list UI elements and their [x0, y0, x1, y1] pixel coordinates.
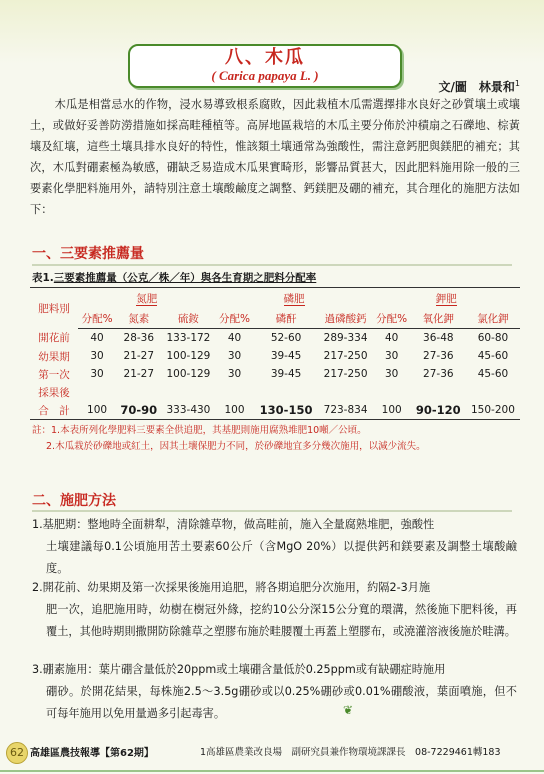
table-cell: 40 — [227, 332, 242, 344]
table-cell: 289-334 — [323, 332, 368, 344]
table-cell: 150-200 — [466, 401, 520, 420]
table-cell: 27-36 — [423, 368, 454, 380]
table-cell: 100 — [78, 401, 116, 420]
column-header: 磷酐 — [254, 308, 319, 329]
column-header: 分配% — [215, 308, 253, 329]
author-affiliation: 1高雄區農業改良場 副研究員兼作物環境課課長 08-7229461轉183 — [200, 747, 501, 758]
table-cell: 21-27 — [123, 350, 155, 362]
section-divider — [32, 264, 512, 266]
method-3-body: 硼砂。於開花結果，每株施2.5～3.5g硼砂或以0.25%硼砂或0.01%硼酸液，葉面噴施，但不可每年施用以免用量過多引起毒害。 — [46, 685, 517, 720]
table-caption-text: 三要素推薦量（公克／株／年）與各生育期之肥料分配率 — [53, 272, 317, 284]
page-title: 八、木瓜 — [225, 47, 305, 68]
publication-name: 高雄區農技報導【第62期】 — [30, 748, 154, 759]
group-nitrogen: 氮肥 — [136, 292, 158, 305]
group-potassium: 鉀肥 — [435, 292, 457, 305]
page-footer — [0, 734, 544, 774]
table-cell: 30 — [227, 368, 242, 380]
table-group-header-row — [30, 288, 520, 309]
page-number-badge: 62 — [6, 742, 28, 764]
footer-rule — [0, 770, 544, 772]
row-label: 合 計 — [30, 401, 78, 420]
row-label: 幼果期 — [38, 350, 70, 363]
table-row — [30, 365, 520, 383]
table-cell: 36-48 — [423, 332, 454, 344]
scientific-name: ( Carica papaya L. ) — [211, 68, 319, 83]
table-row — [30, 347, 520, 365]
table-cell: 100 — [215, 401, 253, 420]
table-cell-empty — [78, 383, 520, 401]
table-cell: 90-120 — [411, 401, 466, 420]
column-header: 分配% — [78, 308, 116, 329]
column-header: 過磷酸鈣 — [319, 308, 373, 329]
method-1 — [32, 514, 517, 580]
table-total-row — [30, 401, 520, 420]
method-3-first-line: 3.硼素施用：葉片硼含量低於20ppm或土壤硼含量低於0.25ppm或有缺硼症時施用 — [32, 663, 446, 676]
note-2: 2.木瓜栽於砂礫地或紅土，因其土壤保肥力不同，於砂礫地宜多分幾次施用，以減少流失。 — [46, 441, 426, 452]
table-cell: 333-430 — [161, 401, 215, 420]
method-2-first-line: 2.開花前、幼果期及第一次採果後施用追肥，將各期追肥分次施用，約隔2-3月施 — [32, 581, 431, 594]
intro-paragraph: 木瓜是相當忌水的作物，浸水易導致根系腐敗，因此栽植木瓜需選擇排水良好之砂質壤土或壤土，或做好妥善防澇措施如採高畦種植等。高屏地區栽培的木瓜主要分佈於沖積扇之石礫地、棕黃壤及紅壤，這些土壤具排水良好的特性，惟該類土壤通常為強酸性，需注意鈣肥與鎂肥的補充；其次，木瓜對硼素極為敏感，硼缺乏易造成木瓜果實畸形，影響品質甚大，因此肥料施用除一般的三要素化學肥料施用外，請特別注意土壤酸鹼度之調整、鈣鎂肥及硼的補充，其合理化的施肥方法如下： — [30, 98, 520, 216]
table-caption — [32, 270, 316, 285]
sprout-icon: ❦ — [343, 703, 354, 717]
table-cell: 30 — [227, 350, 242, 362]
table-cell: 39-45 — [270, 368, 302, 380]
table-cell: 30 — [90, 368, 104, 380]
method-3 — [32, 659, 517, 725]
table-cell: 52-60 — [270, 332, 302, 344]
column-header: 氧化鉀 — [411, 308, 466, 329]
table-row — [30, 383, 520, 401]
table-cell: 217-250 — [323, 368, 368, 380]
method-1-first-line: 1.基肥期：整地時全面耕犁，清除雜草物，做高畦前，施入全量腐熟堆肥，強酸性 — [32, 518, 435, 531]
table-cell: 40 — [90, 332, 104, 344]
table-cell: 27-36 — [423, 350, 454, 362]
table-cell: 21-27 — [123, 368, 155, 380]
method-2 — [32, 577, 517, 643]
column-header: 硫銨 — [161, 308, 215, 329]
column-header: 氯化鉀 — [466, 308, 520, 329]
method-1-body: 土壤建議每0.1公頃施用苦土要素60公斤（含MgO 20%）以提供鈣和鎂要素及調整土壤酸鹼度。 — [46, 540, 517, 575]
title-box — [128, 44, 402, 88]
note-1: 註：1.本表所列化學肥料三要素全供追肥，其基肥則施用腐熟堆肥10噸／公頃。 — [32, 425, 367, 436]
table-cell: 100 — [373, 401, 411, 420]
row-label: 採果後 — [38, 386, 70, 399]
table-notes — [32, 423, 517, 455]
table-subheader-row — [30, 308, 520, 329]
group-phosphorus: 磷肥 — [283, 292, 305, 305]
author-footnote-mark: 1 — [514, 79, 520, 88]
author-name: 文/圖 林景和 — [438, 80, 515, 94]
table-cell: 39-45 — [270, 350, 302, 362]
table-cell: 45-60 — [477, 350, 509, 362]
author-line — [439, 78, 520, 95]
table-cell: 100-129 — [166, 350, 211, 362]
table-cell: 723-834 — [319, 401, 373, 420]
row-label: 第一次 — [38, 368, 70, 381]
row-label: 開花前 — [38, 332, 70, 345]
table-row — [30, 329, 520, 348]
table-cell: 28-36 — [123, 332, 155, 344]
fertilizer-table — [30, 287, 520, 420]
method-2-body: 肥一次，追肥施用時，幼樹在樹冠外緣，挖約10公分深15公分寬的環溝，然後施下肥料後，再覆土，其他時期則撒開防除雜草之塑膠布施於畦腰覆土再蓋上塑膠布，或澆灌溶液後施於畦溝。 — [46, 603, 517, 638]
table-cell: 30 — [90, 350, 104, 362]
table-cell: 70-90 — [116, 401, 161, 420]
section-divider — [32, 510, 512, 512]
column-header: 分配% — [373, 308, 411, 329]
row-header: 肥料別 — [38, 302, 70, 315]
table-cell: 45-60 — [477, 368, 509, 380]
table-cell: 133-172 — [166, 332, 211, 344]
table-cell: 30 — [384, 350, 399, 362]
table-cell: 60-80 — [477, 332, 509, 344]
section-heading-1: 一、三要素推薦量 — [32, 246, 144, 262]
table-cell: 217-250 — [323, 350, 368, 362]
table-cell: 30 — [384, 368, 399, 380]
table-caption-prefix: 表1. — [32, 272, 54, 284]
table-cell: 40 — [384, 332, 399, 344]
table-cell: 130-150 — [254, 401, 319, 420]
column-header: 氮素 — [116, 308, 161, 329]
table-cell: 100-129 — [166, 368, 211, 380]
section-heading-2: 二、施肥方法 — [32, 493, 116, 509]
